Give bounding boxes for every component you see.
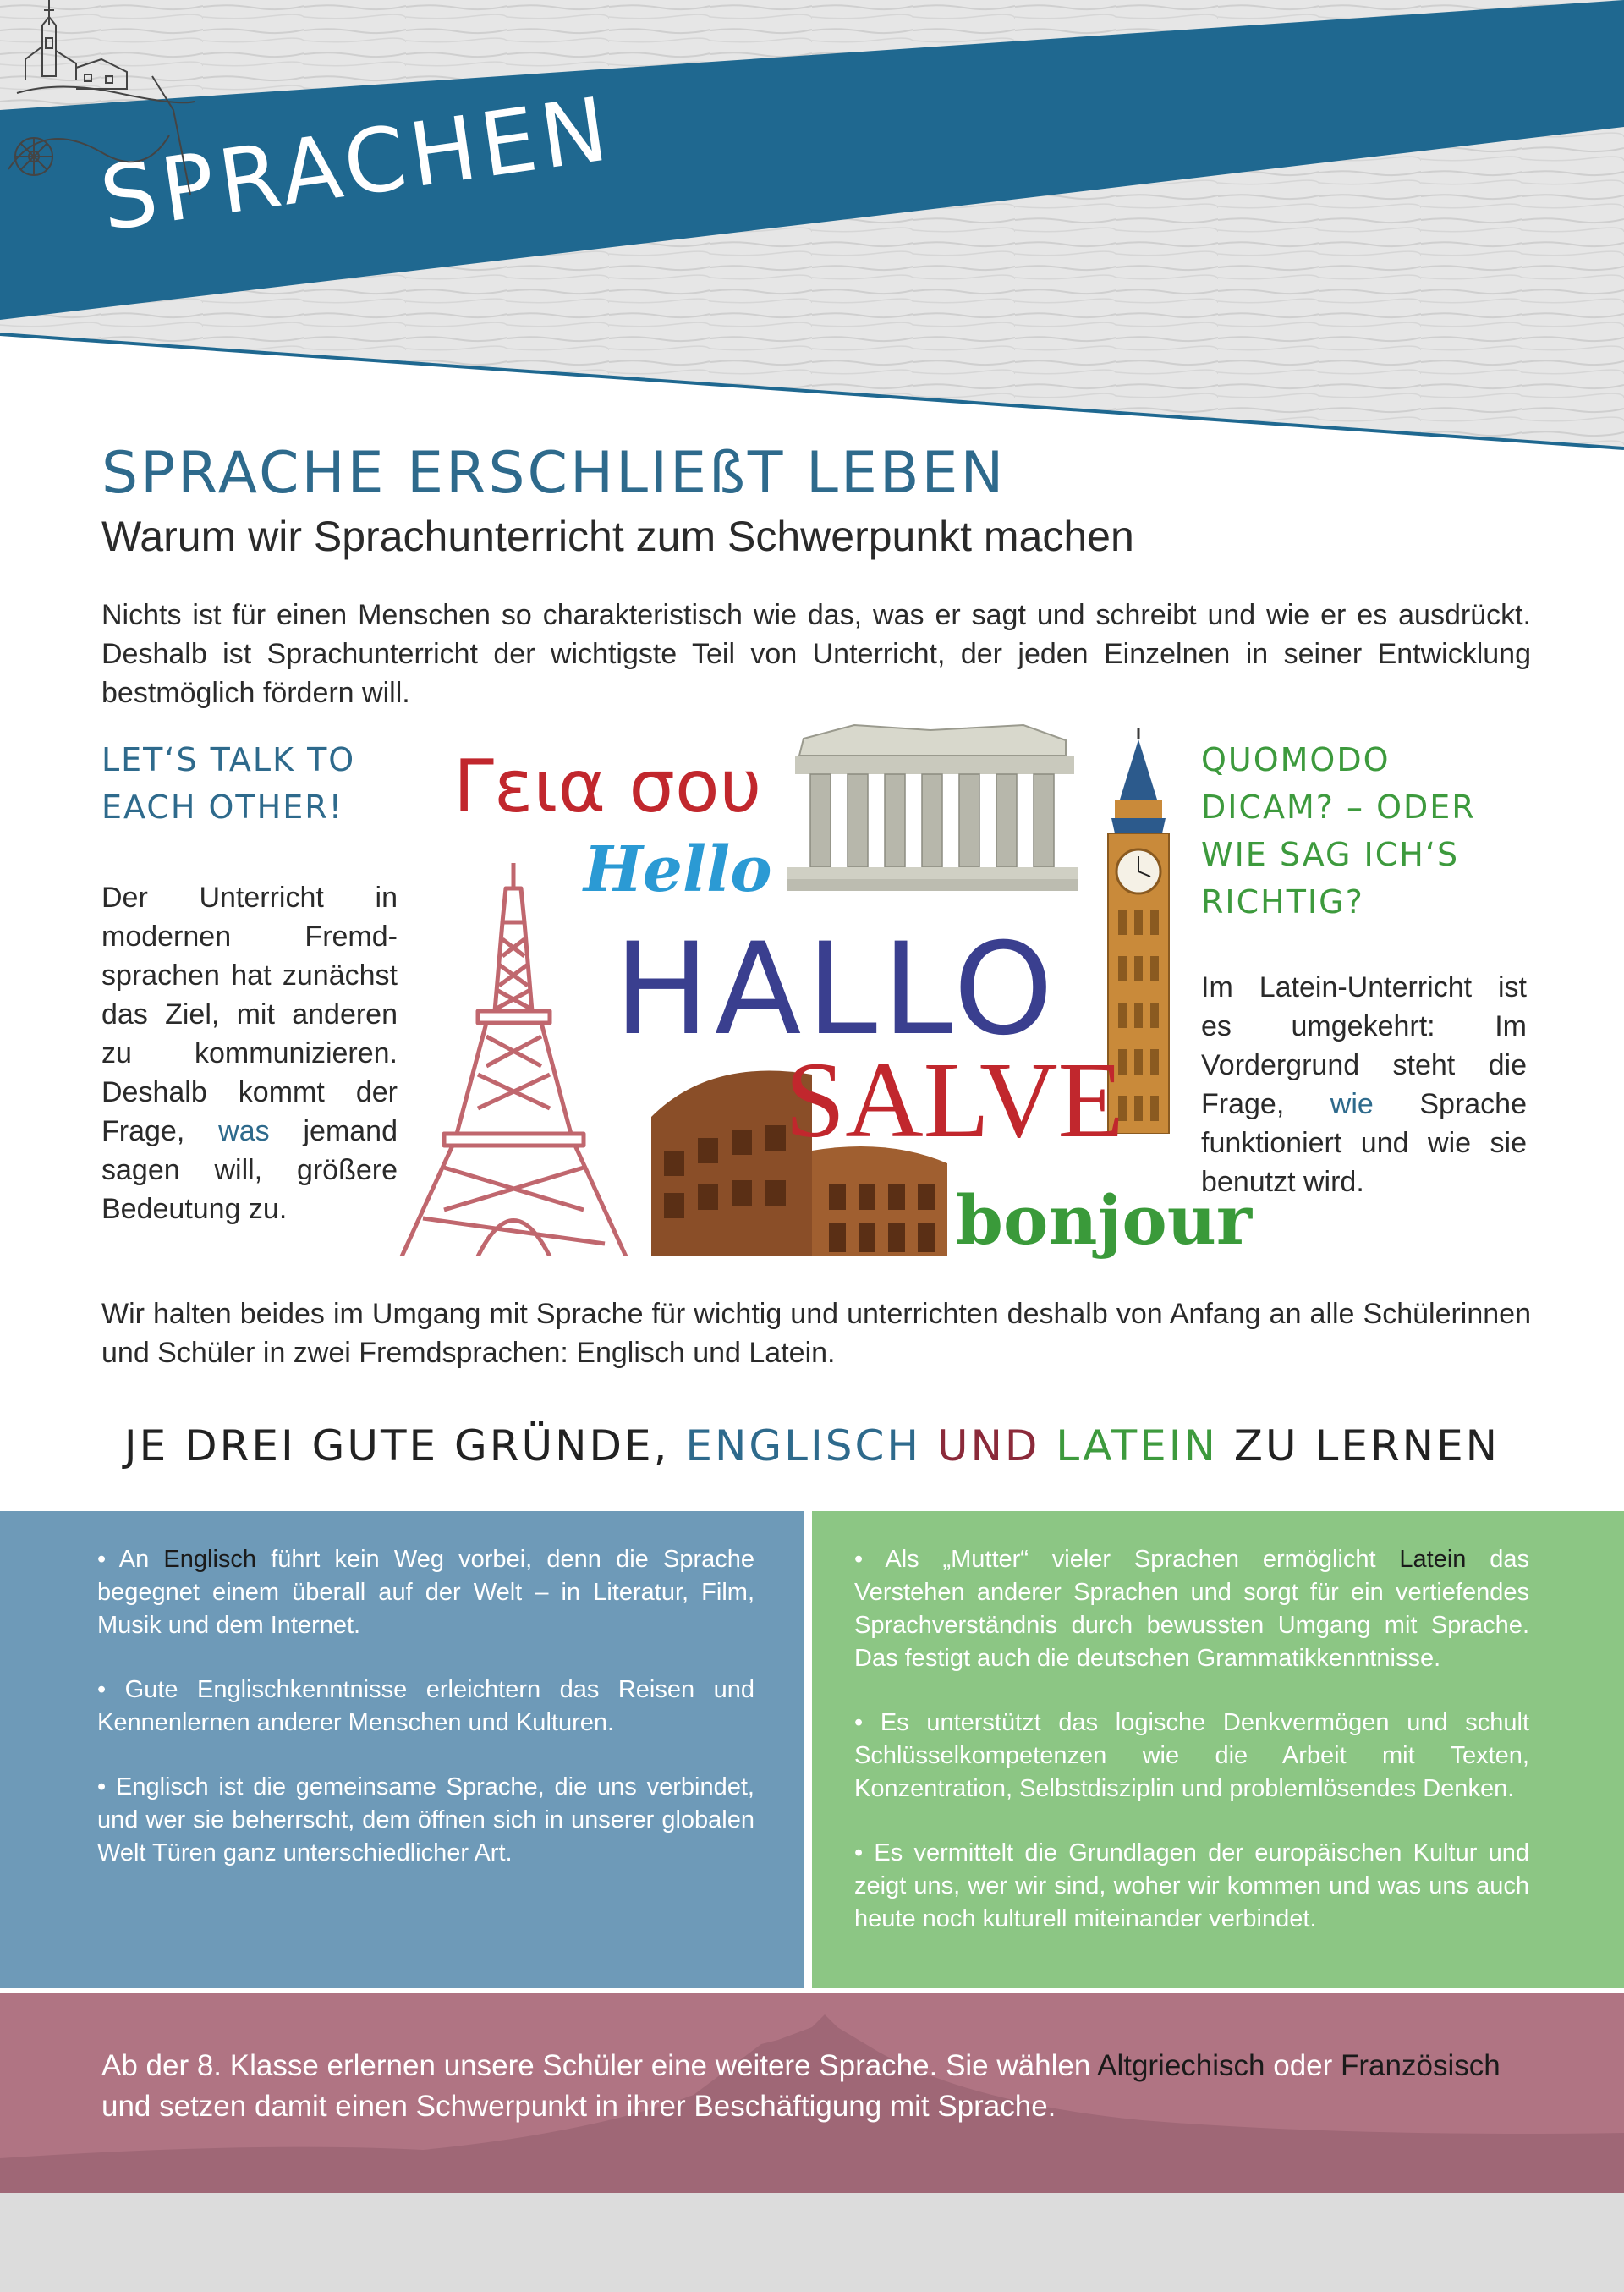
- text-segment: und setzen damit einen Schwerpunkt in ihrer Beschäftigung mit Sprache.: [102, 2090, 1056, 2123]
- english-greeting: Hello: [584, 833, 772, 906]
- latin-column: [1201, 736, 1527, 1201]
- latin-column-heading: QUOMODO DICAM? – ODER WIE SAG ICH‘S RICHTIG?: [1201, 741, 1476, 921]
- latin-greeting: SALVE: [785, 1040, 1124, 1160]
- heading-und: UND: [920, 1421, 1056, 1470]
- french-greeting: bonjour: [956, 1180, 1253, 1260]
- footer-strip: [0, 2193, 1624, 2292]
- two-languages-paragraph: Wir halten beides im Umgang mit Sprache für wichtig und unterrichten deshalb von Anfang an alle Schülerinnen und Schüler in zwei Fremdsprachen: Englisch und Latein.: [102, 1298, 1531, 1369]
- language-option-french: Französisch: [1341, 2049, 1501, 2082]
- header-banner: [0, 0, 1624, 474]
- latin-reasons-box: [812, 1511, 1624, 1988]
- school-logo-icon: [0, 0, 207, 203]
- english-keyword: Englisch: [163, 1546, 257, 1573]
- german-greeting: HALLO: [614, 916, 1059, 1064]
- latin-column-text: [1201, 968, 1527, 1201]
- english-reason-1: [97, 1543, 754, 1642]
- text-segment: jemand sagen will, größere Bedeutung zu.: [102, 1115, 398, 1225]
- latin-reason-1: [854, 1543, 1529, 1675]
- modern-languages-text: [102, 878, 398, 1228]
- language-option-greek: Altgriechisch: [1097, 2049, 1265, 2082]
- modern-languages-heading: LET‘S TALK TO EACH OTHER!: [102, 741, 356, 826]
- modern-languages-column: [102, 736, 398, 1228]
- text-segment: Sprache funktioniert und wie sie benutzt wird.: [1201, 1088, 1527, 1198]
- text-segment: • An: [97, 1546, 164, 1573]
- english-reasons-box: [0, 1511, 804, 1988]
- text-segment: Ab der 8. Klasse erlernen unsere Schüler eine weitere Sprache. Sie wählen: [102, 2049, 1098, 2082]
- greek-greeting: Γεια σου: [453, 745, 762, 829]
- heading-english: ENGLISCH: [685, 1421, 921, 1470]
- highlight-word: was: [218, 1115, 270, 1147]
- heading-segment: JE DREI GUTE GRÜNDE,: [123, 1421, 686, 1470]
- intro-paragraph: Nichts ist für einen Menschen so charakteristisch wie das, was er sagt und schreibt und wie er es ausdrückt. Deshalb ist Sprachunterricht der wichtigste Teil von Unterricht, der jeden Einzelnen in seiner Entwicklung bestmöglich fördern will.: [102, 599, 1531, 709]
- third-language-text: [102, 2046, 1531, 2127]
- text-segment: Im Latein-Unterricht ist es umgekehrt: Im Vordergrund steht die Frage,: [1201, 971, 1527, 1120]
- section-subheading: Warum wir Sprachunterricht zum Schwerpunkt machen: [102, 513, 1134, 560]
- parthenon-icon: [787, 723, 1078, 893]
- latin-reason-2: • Es unterstützt das logische Denkvermögen und schult Schlüsselkompetenzen wie die Arbeit mit Texten, Konzentration, Selbstdisziplin und problemlösendes Denken.: [854, 1709, 1529, 1802]
- header-background: [0, 0, 1624, 474]
- reasons-heading: [0, 1421, 1624, 1470]
- third-language-band: [0, 1993, 1624, 2193]
- page-title: SPRACHEN: [94, 76, 618, 251]
- section-heading: SPRACHE ERSCHLIEßT LEBEN: [102, 440, 1007, 507]
- eiffel-tower-icon: [398, 863, 630, 1256]
- text-segment: oder: [1265, 2049, 1341, 2082]
- text-segment: Der Unterricht in modernen Fremd-sprachen hat zunächst das Ziel, mit anderen zu kommunizieren. Deshalb kommt der Frage,: [102, 882, 398, 1147]
- text-segment: • Als „Mutter“ vieler Sprachen ermöglicht: [854, 1546, 1400, 1573]
- latin-reason-3: • Es vermittelt die Grundlagen der europäischen Kultur und zeigt uns, wer wir sind, woher wir kommen und was uns auch heute noch kulturell miteinander verbindet.: [854, 1839, 1529, 1932]
- heading-segment: ZU LERNEN: [1217, 1421, 1501, 1470]
- text-segment: das Verstehen anderer Sprachen und sorgt für ein vertiefendes Sprachverständnis durch bewussten Umgang mit Sprache. Das festigt auch die deutschen Grammatikkenntnisse.: [854, 1546, 1529, 1672]
- english-reason-2: • Gute Englischkenntnisse erleichtern das Reisen und Kennenlernen anderer Menschen und Kulturen.: [97, 1676, 754, 1736]
- highlight-word: wie: [1330, 1088, 1374, 1120]
- latin-keyword: Latein: [1399, 1546, 1467, 1573]
- text-segment: führt kein Weg vorbei, denn die Sprache begegnet einem überall auf der Welt – in Literatur, Film, Musik und dem Internet.: [97, 1546, 754, 1639]
- english-reason-3: • Englisch ist die gemeinsame Sprache, die uns verbindet, und wer sie beherrscht, dem öffnen sich in unserer globalen Welt Türen ganz unterschiedlicher Art.: [97, 1773, 754, 1866]
- heading-latin: LATEIN: [1056, 1421, 1218, 1470]
